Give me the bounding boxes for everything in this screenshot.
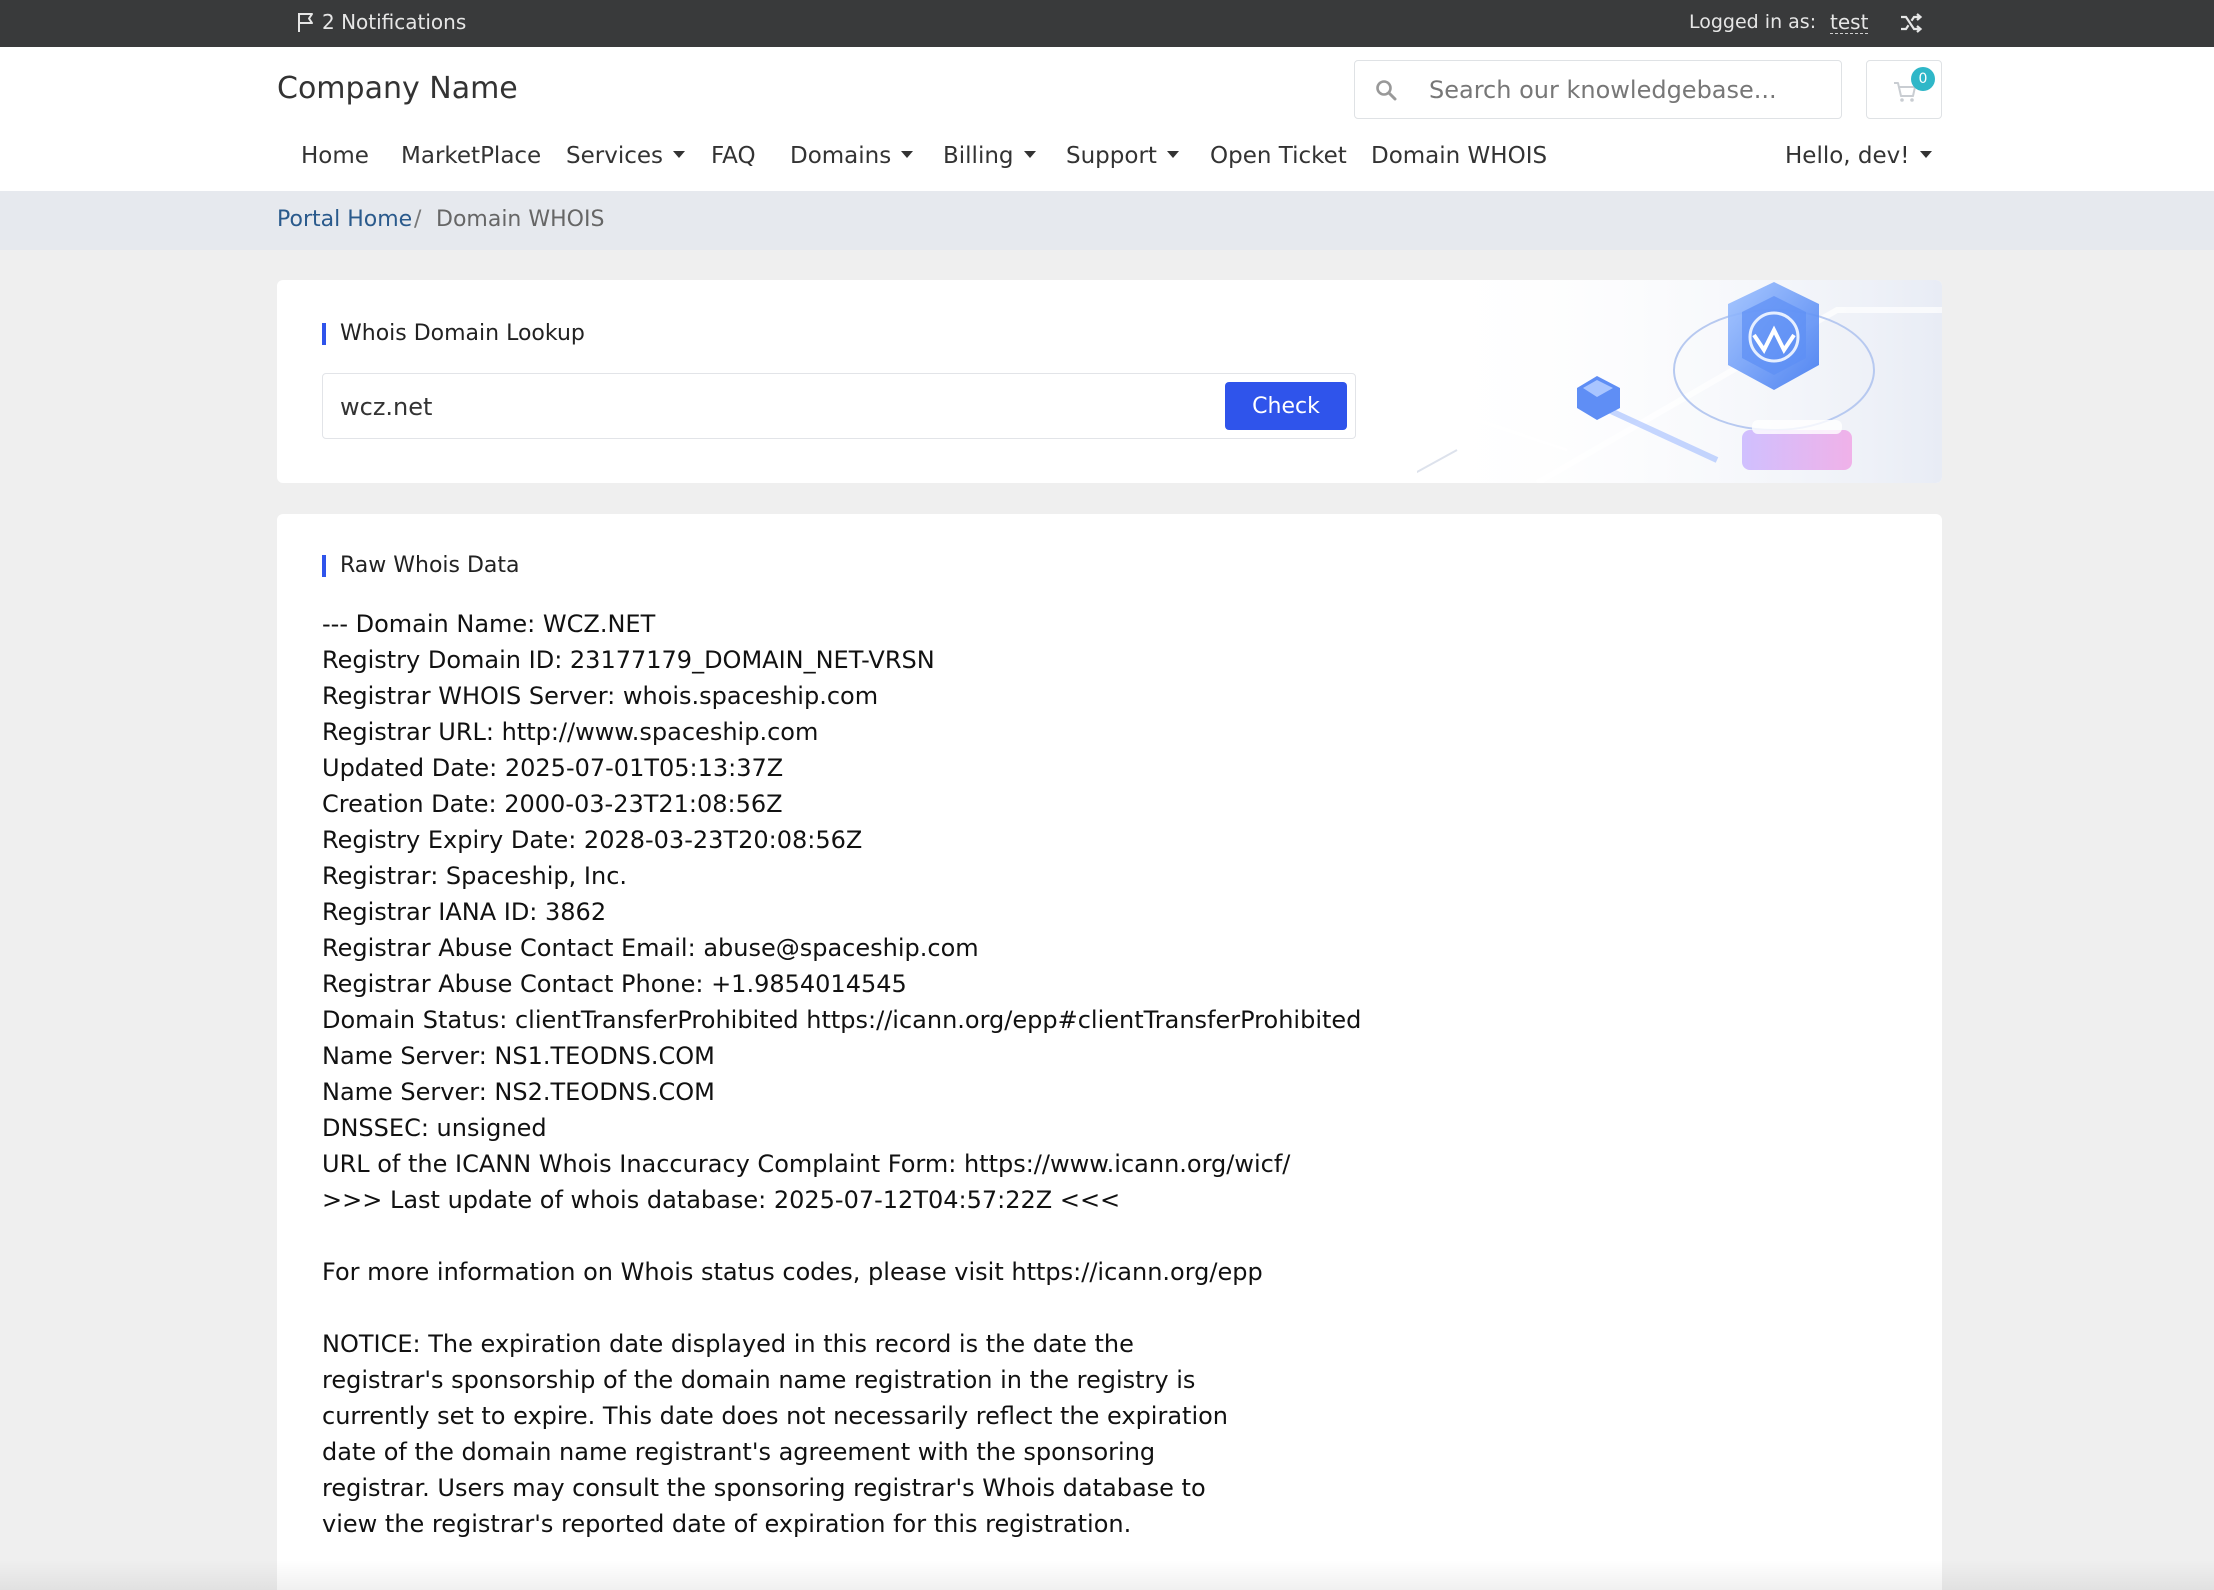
brand-logo[interactable]: Company Name bbox=[277, 71, 518, 106]
nav-support[interactable] bbox=[1066, 143, 1179, 169]
flag-icon bbox=[296, 11, 316, 33]
raw-whois-card bbox=[277, 514, 1942, 1590]
nav-open-ticket[interactable]: Open Ticket bbox=[1210, 143, 1347, 169]
caret-down-icon bbox=[1167, 151, 1179, 158]
main-nav bbox=[0, 143, 2214, 187]
cart-count-badge: 0 bbox=[1911, 67, 1935, 91]
nav-marketplace[interactable]: MarketPlace bbox=[401, 143, 542, 169]
user-menu-label: Hello, dev! bbox=[1785, 143, 1910, 169]
notifications-link[interactable] bbox=[296, 10, 466, 34]
caret-down-icon bbox=[673, 151, 685, 158]
nav-support-label: Support bbox=[1066, 143, 1157, 169]
cart-button[interactable] bbox=[1866, 60, 1942, 119]
domain-lookup-form bbox=[322, 373, 1356, 439]
caret-down-icon bbox=[1920, 151, 1932, 158]
network-illustration bbox=[1417, 280, 1942, 483]
breadcrumb bbox=[0, 191, 2214, 250]
top-bar bbox=[0, 0, 2214, 47]
nav-services[interactable] bbox=[566, 143, 685, 169]
nav-domains[interactable] bbox=[790, 143, 913, 169]
knowledgebase-search bbox=[1354, 60, 1842, 119]
nav-faq[interactable]: FAQ bbox=[711, 143, 756, 169]
breadcrumb-current: Domain WHOIS bbox=[436, 207, 605, 232]
nav-services-label: Services bbox=[566, 143, 663, 169]
search-icon bbox=[1375, 79, 1397, 101]
breadcrumb-separator: / bbox=[414, 207, 422, 232]
domain-input[interactable] bbox=[340, 386, 1140, 428]
search-input[interactable] bbox=[1429, 71, 1829, 109]
site-header bbox=[0, 47, 2214, 191]
shuffle-icon[interactable] bbox=[1899, 12, 1923, 34]
raw-whois-text: --- Domain Name: WCZ.NET Registry Domain ID: 23177179_DOMAIN_NET-VRSN Registrar WHOIS Server: whois.spaceship.com Registrar URL: http://www.spaceship.com Updated Date: 2025-07-01T05:13:37Z Creation Date: 2000-03-23T21:08:56Z Registry Expiry Date: 2028-03-23T20:08:56Z Registrar: Spaceship, Inc. Registrar IANA ID: 3862 Registrar Abuse Contact Email: abuse@spaceship.com Registrar Abuse Contact Phone: +1.9854014545 Domain Status: clientTransferProhibited https://icann.org/epp#clientTransferProhibited Name Server: NS1.TEODNS.COM Name Server: NS2.TEODNS.COM DNSSEC: unsigned URL of the ICANN Whois Inaccuracy Complaint Form: https://www.icann.org/wicf/ >>> Last update of whois database: 2025-07-12T04:57:22Z <<< For more information on Whois status codes, please visit https://icann.org/epp NOTICE: The expiration date displayed in this record is the date the registrar's sponsorship of the domain name registration in the registry is currently set to expire. This date does not necessarily reflect the expiration date of the domain name registrant's agreement with the sponsoring registrar. Users may consult the sponsoring registrar's Whois database to view the registrar's reported date of expiration for this registration. bbox=[322, 610, 1362, 1538]
lookup-title: Whois Domain Lookup bbox=[322, 323, 585, 345]
logged-in-username[interactable]: test bbox=[1830, 10, 1869, 34]
nav-domain-whois[interactable]: Domain WHOIS bbox=[1371, 143, 1548, 169]
user-menu[interactable] bbox=[1785, 143, 1932, 169]
caret-down-icon bbox=[901, 151, 913, 158]
caret-down-icon bbox=[1024, 151, 1036, 158]
raw-whois-title: Raw Whois Data bbox=[322, 555, 520, 577]
whois-lookup-card bbox=[277, 280, 1942, 483]
logged-in-label: Logged in as: bbox=[1689, 11, 1817, 33]
nav-billing-label: Billing bbox=[943, 143, 1014, 169]
nav-billing[interactable] bbox=[943, 143, 1036, 169]
nav-home[interactable]: Home bbox=[301, 143, 369, 169]
nav-domains-label: Domains bbox=[790, 143, 892, 169]
breadcrumb-portal-home[interactable]: Portal Home bbox=[277, 207, 413, 232]
check-button[interactable]: Check bbox=[1225, 382, 1347, 430]
notifications-label: 2 Notifications bbox=[322, 10, 467, 34]
